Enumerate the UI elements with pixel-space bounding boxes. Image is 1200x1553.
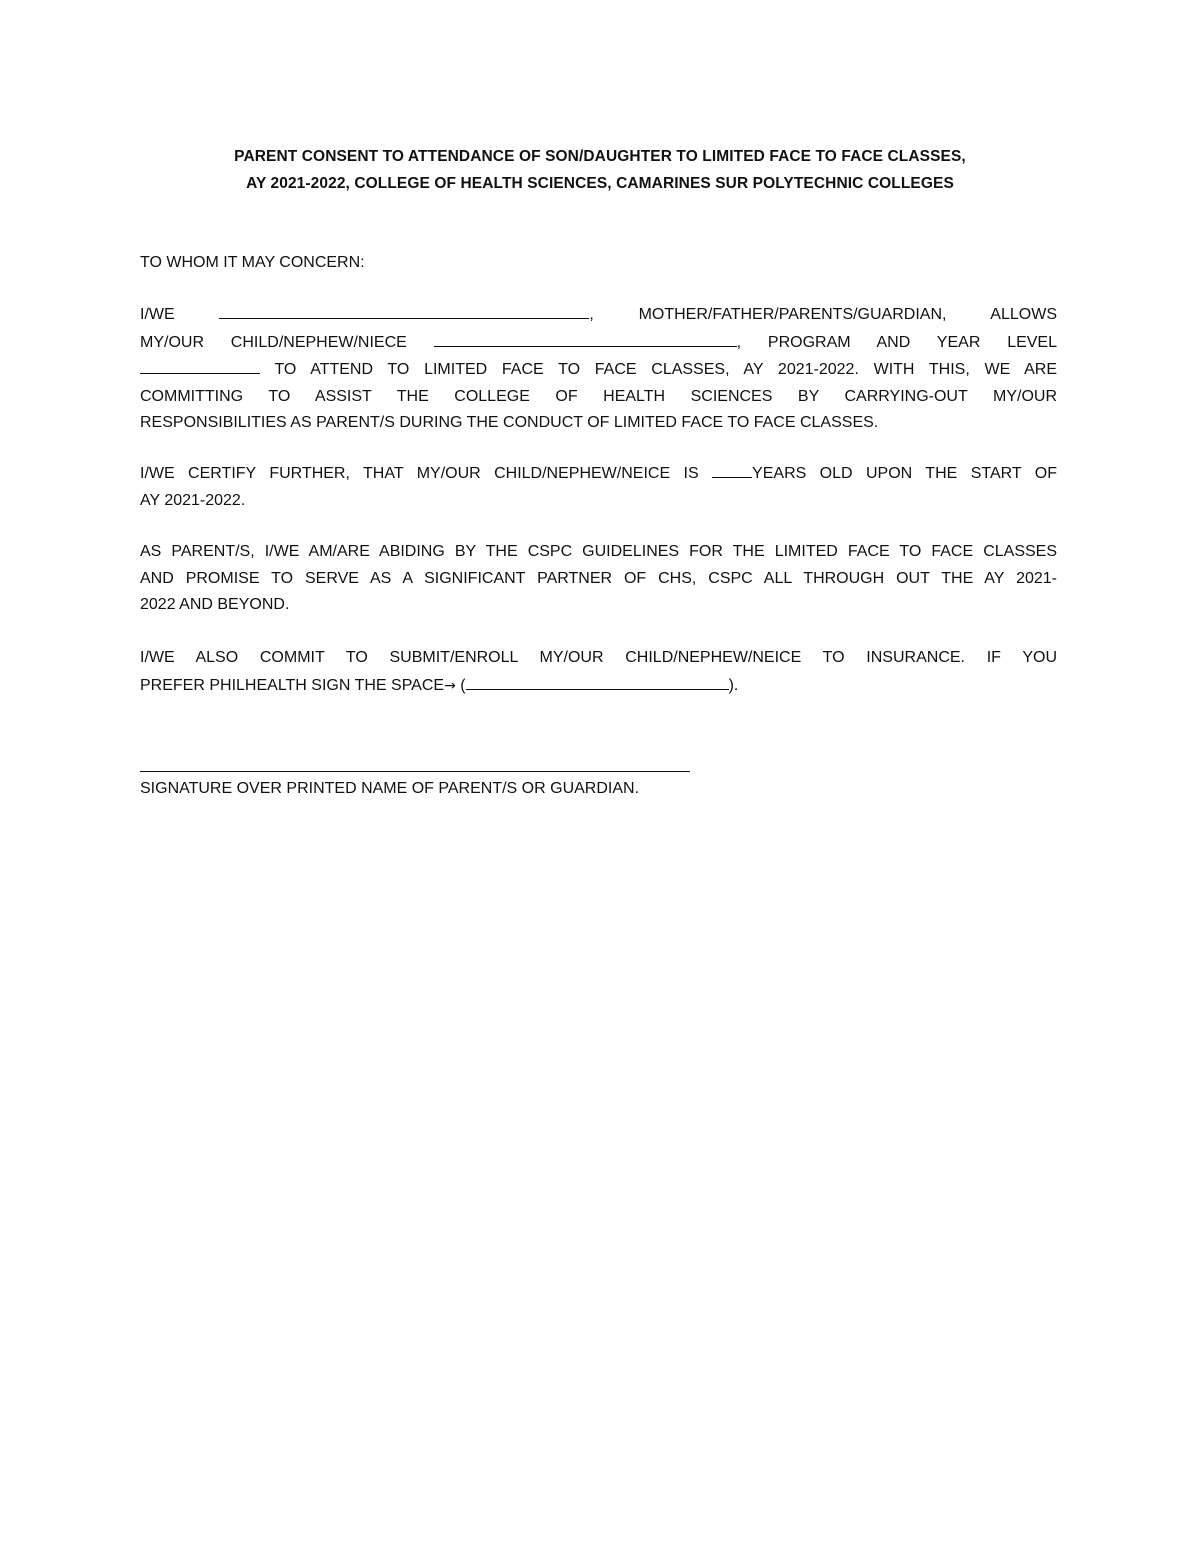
consent-line-4: COMMITTING TO ASSIST THE COLLEGE OF HEALTH SCIENCES BY CARRYING-OUT MY/OUR <box>140 387 1057 405</box>
consent-line-2-end: , PROGRAM AND YEAR LEVEL <box>736 333 1058 351</box>
parent-name-blank[interactable] <box>219 301 589 319</box>
guidelines-line-2: AND PROMISE TO SERVE AS A SIGNIFICANT PARTNER OF CHS, CSPC ALL THROUGH OUT THE AY 2021- <box>140 569 1057 587</box>
right-arrow-icon: → <box>444 677 456 694</box>
age-line-1-end: YEARS OLD UPON THE START OF <box>752 465 1057 482</box>
age-certification-paragraph <box>140 460 1057 514</box>
consent-line-3-text: TO ATTEND TO LIMITED FACE TO FACE CLASSES, AY 2021-2022. WITH THIS, WE ARE <box>274 361 1058 378</box>
insurance-line-1: I/WE ALSO COMMIT TO SUBMIT/ENROLL MY/OUR CHILD/NEPHEW/NEICE TO INSURANCE. IF YOU <box>140 649 1057 666</box>
insurance-line-2 <box>140 672 1057 700</box>
consent-line-2-start: MY/OUR CHILD/NEPHEW/NIECE <box>140 333 407 351</box>
open-paren: ( <box>455 676 466 694</box>
document-title-line-1: PARENT CONSENT TO ATTENDANCE OF SON/DAUGHTER TO LIMITED FACE TO FACE CLASSES, <box>234 148 966 165</box>
salutation: TO WHOM IT MAY CONCERN: <box>140 254 365 271</box>
age-line-1 <box>140 460 1057 488</box>
program-year-blank[interactable] <box>140 356 260 374</box>
consent-line-1-end: , MOTHER/FATHER/PARENTS/GUARDIAN, ALLOWS <box>589 306 1057 323</box>
age-line-1-start: I/WE CERTIFY FURTHER, THAT MY/OUR CHILD/NEPHEW/NEICE IS <box>140 465 699 482</box>
close-paren: ). <box>728 676 739 694</box>
age-blank[interactable] <box>712 460 752 478</box>
insurance-line-2-text: PREFER PHILHEALTH SIGN THE SPACE <box>140 676 445 694</box>
signature-line[interactable] <box>140 771 690 772</box>
consent-line-3 <box>140 356 1057 384</box>
guidelines-line-1: AS PARENT/S, I/WE AM/ARE ABIDING BY THE CSPC GUIDELINES FOR THE LIMITED FACE TO FACE CLASSES <box>140 543 1057 560</box>
guidelines-paragraph <box>140 539 1057 619</box>
age-line-2: AY 2021-2022. <box>140 491 246 509</box>
insurance-paragraph <box>140 645 1057 699</box>
consent-line-2 <box>140 329 1057 357</box>
consent-line-1-start: I/WE <box>140 306 175 323</box>
consent-paragraph <box>140 301 1057 437</box>
document-title-line-2: AY 2021-2022, COLLEGE OF HEALTH SCIENCES, CAMARINES SUR POLYTECHNIC COLLEGES <box>246 175 954 192</box>
consent-line-1 <box>140 301 1057 329</box>
guidelines-line-3: 2022 AND BEYOND. <box>140 596 290 613</box>
child-name-blank[interactable] <box>434 329 737 347</box>
consent-line-5: RESPONSIBILITIES AS PARENT/S DURING THE CONDUCT OF LIMITED FACE TO FACE CLASSES. <box>140 414 879 431</box>
signature-label: SIGNATURE OVER PRINTED NAME OF PARENT/S OR GUARDIAN. <box>140 780 640 797</box>
philhealth-signature-blank[interactable] <box>466 672 729 690</box>
